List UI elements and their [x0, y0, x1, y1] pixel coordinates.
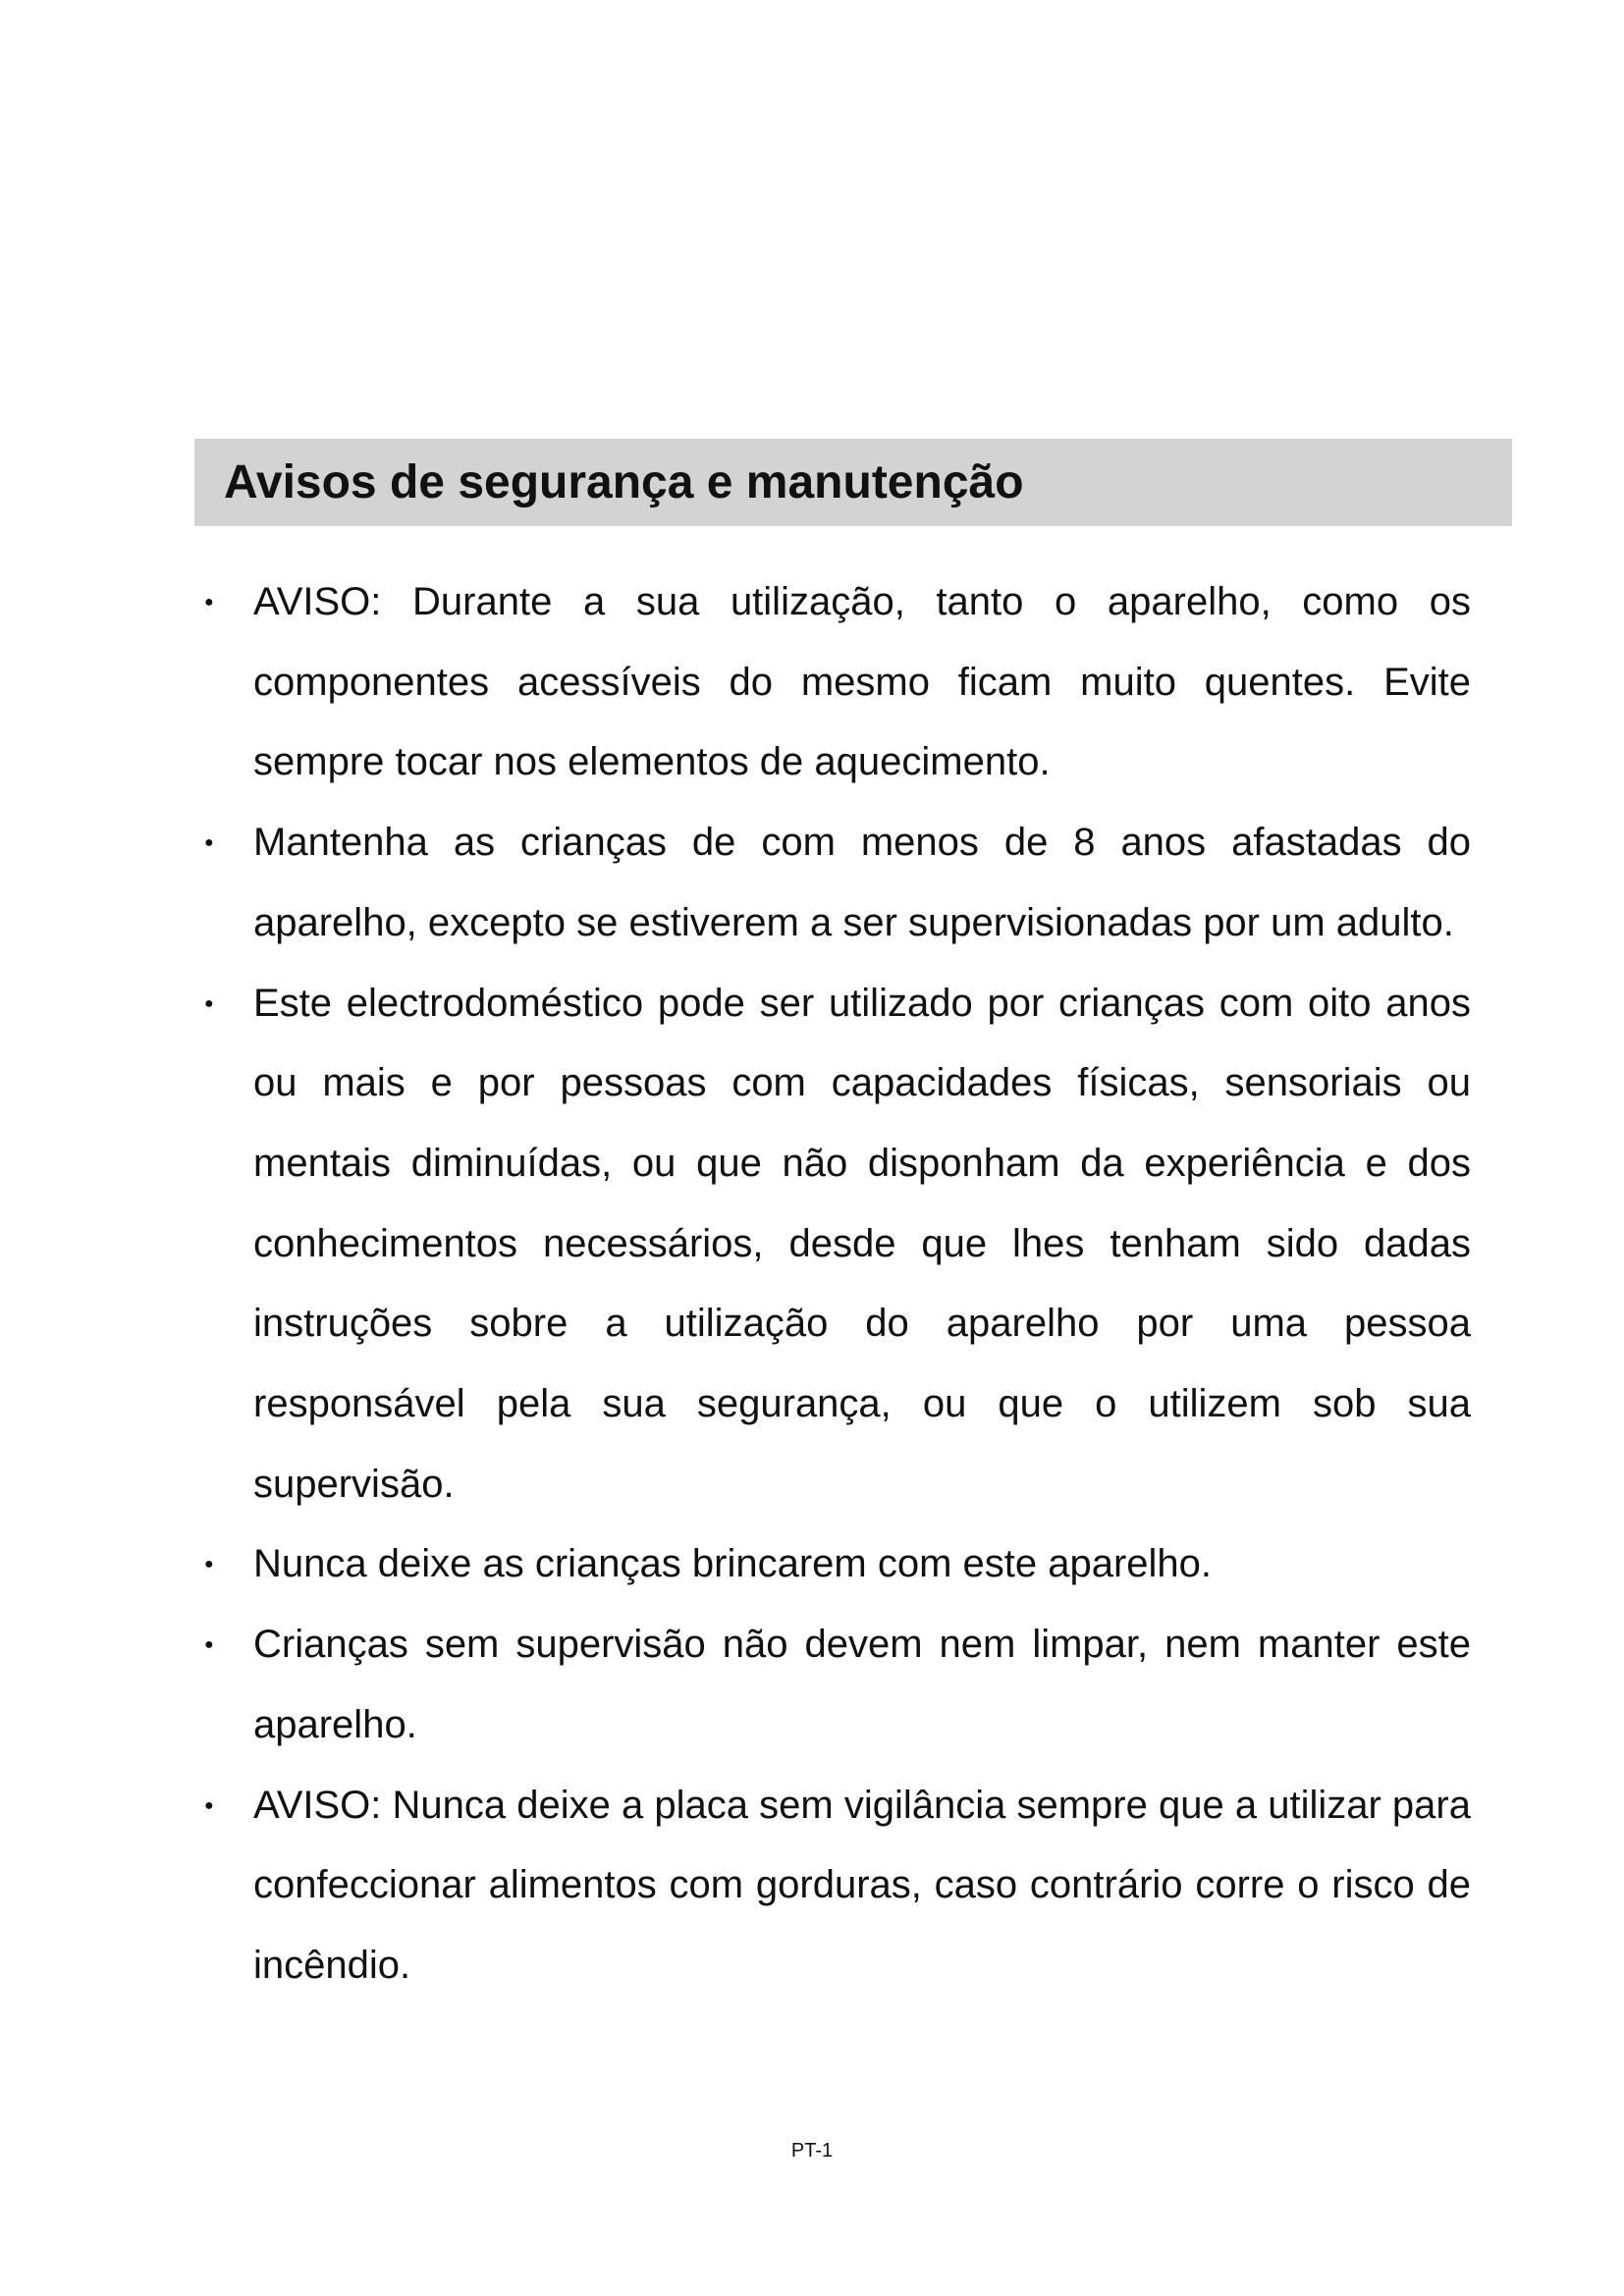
warning-text: AVISO: Nunca deixe a placa sem vigilância sempre que a utilizar para confeccionar alimentos com gorduras, caso contrário corre o risco de incêndio. [253, 1783, 1471, 1987]
list-item [194, 803, 1471, 963]
list-item [194, 562, 1471, 803]
warning-text: Mantenha as crianças de com menos de 8 anos afastadas do aparelho, excepto se estiverem a ser supervisionadas por um adulto. [253, 821, 1471, 944]
list-item [194, 1524, 1471, 1605]
warnings-list [194, 562, 1471, 2006]
warning-text: Crianças sem supervisão não devem nem limpar, nem manter este aparelho. [253, 1623, 1471, 1746]
bullet-icon [204, 803, 234, 889]
page-number: PT-1 [790, 2140, 834, 2162]
list-item [194, 1605, 1471, 1765]
bullet-icon [204, 1524, 234, 1611]
list-item [194, 1766, 1471, 2006]
bullet-icon [204, 964, 234, 1050]
bullet-icon [204, 1766, 234, 1852]
warning-text: AVISO: Durante a sua utilização, tanto o aparelho, como os componentes acessíveis do mesmo ficam muito quentes. Evite sempre tocar nos elementos de aquecimento. [253, 580, 1471, 784]
list-item [194, 964, 1471, 1525]
warning-text: Nunca deixe as crianças brincarem com este aparelho. [253, 1542, 1213, 1586]
bullet-icon [204, 562, 234, 649]
bullet-icon [204, 1605, 234, 1691]
section-title-bar [194, 439, 1512, 526]
warning-text: Este electrodoméstico pode ser utilizado por crianças com oito anos ou mais e por pessoas com capacidades físicas, sensoriais ou mentais diminuídas, ou que não disponham da experiência e dos conhecimentos necessários, desde que lhes tenham sido dadas instruções sobre a utilização do aparelho por uma pessoa responsável pela sua segurança, ou que o utilizem sob sua supervisão. [253, 981, 1471, 1506]
section-title: Avisos de segurança e manutenção [224, 456, 1024, 508]
